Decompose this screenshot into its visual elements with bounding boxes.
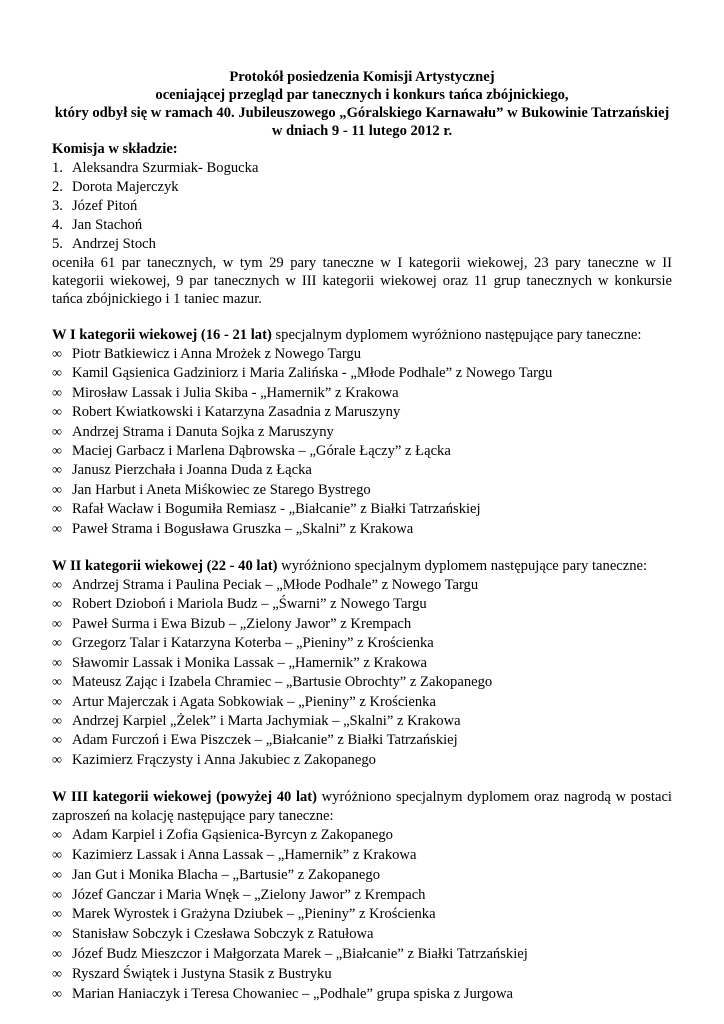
infinity-bullet-icon: ∞ [52, 444, 62, 460]
infinity-bullet-icon: ∞ [52, 828, 62, 844]
category-3-intro [52, 788, 672, 826]
pair-text: Grzegorz Talar i Katarzyna Koterba – „Pieniny” z Krościenka [72, 635, 434, 652]
member-item [52, 159, 672, 178]
infinity-bullet-icon: ∞ [52, 636, 62, 652]
infinity-bullet-icon: ∞ [52, 502, 62, 518]
commission-heading: Komisja w składzie: [52, 141, 178, 157]
pair-text: Ryszard Świątek i Justyna Stasik z Bustryku [72, 965, 332, 982]
pair-text: Kamil Gąsienica Gadziniorz i Maria Zalińska - „Młode Podhale” z Nowego Targu [72, 365, 553, 382]
pair-text: Stanisław Sobczyk i Czesława Sobczyk z Ratułowa [72, 926, 374, 943]
pair-item [52, 481, 672, 500]
infinity-bullet-icon: ∞ [52, 597, 62, 613]
pair-text: Paweł Strama i Bogusława Gruszka – „Skalni” z Krakowa [72, 520, 414, 537]
pair-text: Adam Karpiel i Zofia Gąsienica-Byrcyn z Zakopanego [72, 827, 393, 844]
pair-item [52, 615, 672, 634]
pair-text: Maciej Garbacz i Marlena Dąbrowska – „Górale Łączy” z Łącka [72, 443, 451, 460]
pair-text: Józef Ganczar i Maria Wnęk – „Zielony Jawor” z Krempach [72, 886, 426, 903]
infinity-bullet-icon: ∞ [52, 424, 62, 440]
member-number: 3. [52, 198, 63, 214]
infinity-bullet-icon: ∞ [52, 482, 62, 498]
category-1-intro [52, 326, 672, 345]
pair-item [52, 500, 672, 519]
pair-item [52, 673, 672, 692]
category-3-pairs [52, 826, 672, 1004]
pair-item [52, 461, 672, 480]
pair-item [52, 985, 672, 1005]
pair-item [52, 576, 672, 595]
infinity-bullet-icon: ∞ [52, 405, 62, 421]
pair-text: Mirosław Lassak i Julia Skiba - „Hamernik” z Krakowa [72, 384, 399, 401]
pair-text: Artur Majerczak i Agata Sobkowiak – „Pieniny” z Krościenka [72, 693, 436, 710]
infinity-bullet-icon: ∞ [52, 694, 62, 710]
pair-text: Rafał Wacław i Bogumiła Remiasz - „Białcanie” z Białki Tatrzańskiej [72, 501, 481, 518]
title-line-3: który odbył się w ramach 40. Jubileuszowego „Góralskiego Karnawału” w Bukowinie Tatrzańskiej [54, 105, 670, 121]
pair-item [52, 886, 672, 906]
pair-text: Marek Wyrostek i Grażyna Dziubek – „Pieniny” z Krościenka [72, 906, 436, 923]
title-line-1: Protokół posiedzenia Komisji Artystycznej [229, 69, 495, 85]
infinity-bullet-icon: ∞ [52, 616, 62, 632]
category-3-description: wyróżniono specjalnym dyplomem oraz nagrodą w postaci zaproszeń na kolację następujące pary taneczne: [52, 789, 672, 825]
pair-item [52, 965, 672, 985]
pair-text: Janusz Pierzchała i Joanna Duda z Łącka [72, 462, 312, 479]
infinity-bullet-icon: ∞ [52, 966, 62, 982]
infinity-bullet-icon: ∞ [52, 675, 62, 691]
commission-members [52, 159, 672, 254]
member-number: 5. [52, 236, 63, 252]
member-item [52, 178, 672, 197]
pair-item [52, 364, 672, 383]
infinity-bullet-icon: ∞ [52, 366, 62, 382]
category-1-section [52, 326, 672, 539]
pair-item [52, 654, 672, 673]
commission-block [52, 140, 672, 308]
member-item [52, 235, 672, 254]
pair-item [52, 945, 672, 965]
infinity-bullet-icon: ∞ [52, 385, 62, 401]
infinity-bullet-icon: ∞ [52, 521, 62, 537]
pair-text: Andrzej Karpiel „Żelek” i Marta Jachymiak – „Skalni” z Krakowa [72, 712, 461, 729]
category-3-heading: W III kategorii wiekowej (powyżej 40 lat) [52, 789, 318, 806]
member-number: 1. [52, 160, 63, 176]
pair-item [52, 595, 672, 614]
category-3-section [52, 788, 672, 1004]
infinity-bullet-icon: ∞ [52, 463, 62, 479]
member-name: Aleksandra Szurmiak- Bogucka [72, 160, 259, 176]
category-2-intro [52, 557, 672, 576]
pair-text: Jan Harbut i Aneta Miśkowiec ze Starego Bystrego [72, 481, 371, 498]
pair-text: Andrzej Strama i Danuta Sojka z Maruszyny [72, 423, 334, 440]
pair-text: Robert Dzioboń i Mariola Budz – „Śwarni” z Nowego Targu [72, 596, 427, 613]
pair-text: Kazimierz Frączysty i Anna Jakubiec z Zakopanego [72, 751, 376, 768]
infinity-bullet-icon: ∞ [52, 733, 62, 749]
infinity-bullet-icon: ∞ [52, 946, 62, 962]
category-2-pairs [52, 576, 672, 770]
pair-item [52, 520, 672, 539]
category-2-heading: W II kategorii wiekowej (22 - 40 lat) [52, 558, 278, 575]
pair-text: Marian Haniaczyk i Teresa Chowaniec – „Podhale” grupa spiska z Jurgowa [72, 985, 513, 1002]
pair-item [52, 751, 672, 770]
pair-text: Robert Kwiatkowski i Katarzyna Zasadnia z Maruszyny [72, 404, 401, 421]
pair-item [52, 905, 672, 925]
pair-item [52, 826, 672, 846]
pair-item [52, 634, 672, 653]
pair-text: Sławomir Lassak i Monika Lassak – „Hamernik” z Krakowa [72, 654, 428, 671]
pair-text: Mateusz Zając i Izabela Chramiec – „Bartusie Obrochty” z Zakopanego [72, 674, 493, 691]
commission-summary: oceniła 61 par tanecznych, w tym 29 pary taneczne w I kategorii wiekowej, 23 pary taneczne w II kategorii wiekowej, 9 par tanecznych w III kategorii wiekowej oraz 11 grup tanecznych w konkursie tańca zbójnickiego i 1 taniec mazur. [52, 255, 672, 307]
infinity-bullet-icon: ∞ [52, 347, 62, 362]
pair-text: Kazimierz Lassak i Anna Lassak – „Hamernik” z Krakowa [72, 846, 417, 863]
pair-text: Adam Furczoń i Ewa Piszczek – „Białcanie” z Białki Tatrzańskiej [72, 732, 458, 749]
pair-item [52, 925, 672, 945]
category-1-pairs [52, 345, 672, 539]
member-name: Dorota Majerczyk [72, 179, 179, 195]
member-item [52, 197, 672, 216]
infinity-bullet-icon: ∞ [52, 752, 62, 768]
document-title [52, 68, 672, 140]
pair-item [52, 423, 672, 442]
category-2-section [52, 557, 672, 770]
pair-text: Józef Budz Mieszczor i Małgorzata Marek – „Białcanie” z Białki Tatrzańskiej [72, 945, 528, 962]
infinity-bullet-icon: ∞ [52, 907, 62, 923]
infinity-bullet-icon: ∞ [52, 578, 62, 594]
pair-item [52, 693, 672, 712]
infinity-bullet-icon: ∞ [52, 655, 62, 671]
pair-text: Paweł Surma i Ewa Bizub – „Zielony Jawor” z Krempach [72, 615, 412, 632]
pair-item [52, 384, 672, 403]
document-page [52, 68, 672, 1004]
pair-item [52, 731, 672, 750]
pair-item [52, 846, 672, 866]
category-1-description: specjalnym dyplomem wyróżniono następujące pary taneczne: [271, 327, 642, 343]
pair-item [52, 345, 672, 364]
title-line-2: oceniającej przegląd par tanecznych i konkurs tańca zbójnickiego, [155, 87, 569, 103]
pair-item [52, 866, 672, 886]
pair-text: Jan Gut i Monika Blacha – „Bartusie” z Zakopanego [72, 866, 380, 883]
infinity-bullet-icon: ∞ [52, 887, 62, 903]
member-name: Jan Stachoń [72, 217, 143, 233]
pair-text: Andrzej Strama i Paulina Peciak – „Młode Podhale” z Nowego Targu [72, 577, 479, 594]
title-line-4: w dniach 9 - 11 lutego 2012 r. [271, 123, 453, 139]
pair-item [52, 403, 672, 422]
member-item [52, 216, 672, 235]
infinity-bullet-icon: ∞ [52, 927, 62, 943]
member-name: Józef Pitoń [72, 198, 138, 214]
category-1-heading: W I kategorii wiekowej (16 - 21 lat) [52, 327, 272, 343]
category-2-description: wyróżniono specjalnym dyplomem następujące pary taneczne: [277, 558, 648, 575]
member-name: Andrzej Stoch [72, 236, 156, 252]
member-number: 2. [52, 179, 63, 195]
infinity-bullet-icon: ∞ [52, 867, 62, 883]
member-number: 4. [52, 217, 63, 233]
infinity-bullet-icon: ∞ [52, 847, 62, 863]
infinity-bullet-icon: ∞ [52, 713, 62, 729]
pair-item [52, 712, 672, 731]
infinity-bullet-icon: ∞ [52, 986, 62, 1002]
pair-text: Piotr Batkiewicz i Anna Mrożek z Nowego Targu [72, 346, 362, 362]
pair-item [52, 442, 672, 461]
